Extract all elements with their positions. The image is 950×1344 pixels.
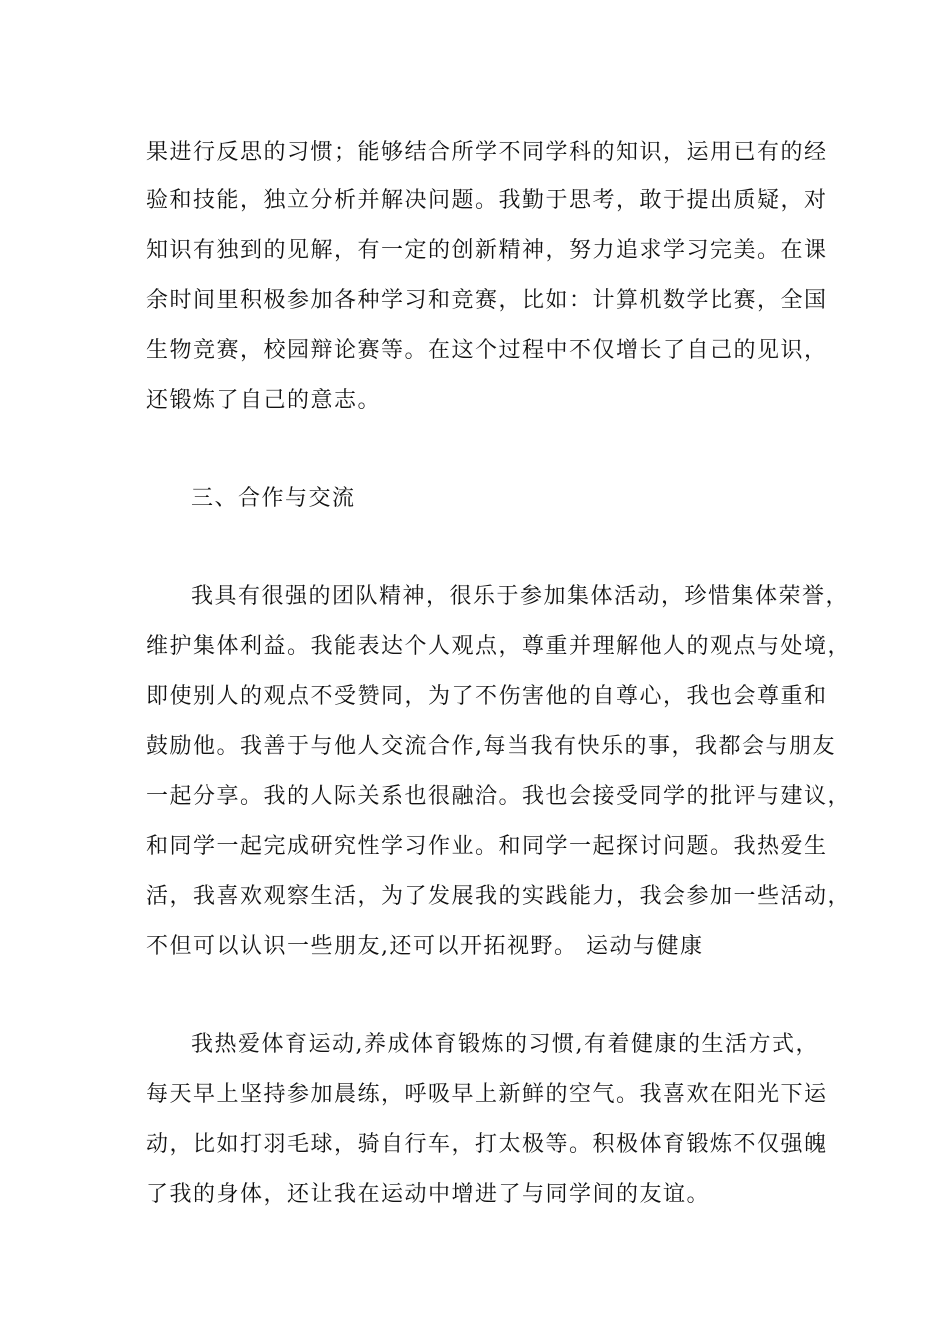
paragraph-2-line-5: 一起分享。我的人际关系也很融洽。我也会接受同学的批评与建议， bbox=[146, 784, 852, 809]
paragraph-1-line-6: 还锻炼了自己的意志。 bbox=[146, 388, 382, 413]
paragraph-2-line-4: 鼓励他。我善于与他人交流合作,每当我有快乐的事，我都会与朋友 bbox=[146, 734, 836, 759]
paragraph-2-line-1: 我具有很强的团队精神，很乐于参加集体活动，珍惜集体荣誉， bbox=[191, 584, 850, 609]
paragraph-1-line-2: 验和技能，独立分析并解决问题。我勤于思考，敢于提出质疑，对 bbox=[146, 188, 828, 213]
paragraph-1-line-5: 生物竞赛，校园辩论赛等。在这个过程中不仅增长了自己的见识， bbox=[146, 338, 828, 363]
paragraph-3-line-4: 了我的身体，还让我在运动中增进了与同学间的友谊。 bbox=[146, 1182, 711, 1207]
section-heading: 三、合作与交流 bbox=[191, 486, 356, 511]
paragraph-1-line-3: 知识有独到的见解，有一定的创新精神，努力追求学习完美。在课 bbox=[146, 238, 828, 263]
paragraph-3-line-3: 动，比如打羽毛球，骑自行车，打太极等。积极体育锻炼不仅强魄 bbox=[146, 1132, 828, 1157]
paragraph-3-line-2: 每天早上坚持参加晨练，呼吸早上新鲜的空气。我喜欢在阳光下运 bbox=[146, 1082, 828, 1107]
paragraph-2-line-6: 和同学一起完成研究性学习作业。和同学一起探讨问题。我热爱生 bbox=[146, 834, 828, 859]
paragraph-3-line-1: 我热爱体育运动,养成体育锻炼的习惯,有着健康的生活方式， bbox=[191, 1032, 819, 1057]
paragraph-1-line-1: 果进行反思的习惯；能够结合所学不同学科的知识，运用已有的经 bbox=[146, 140, 828, 165]
paragraph-2-line-7: 活，我喜欢观察生活，为了发展我的实践能力，我会参加一些活动， bbox=[146, 884, 852, 909]
paragraph-1-line-4: 余时间里积极参加各种学习和竞赛，比如：计算机数学比赛，全国 bbox=[146, 288, 828, 313]
paragraph-2-line-2: 维护集体利益。我能表达个人观点，尊重并理解他人的观点与处境， bbox=[146, 634, 852, 659]
paragraph-2-line-8: 不但可以认识一些朋友,还可以开拓视野。 运动与健康 bbox=[146, 934, 704, 959]
paragraph-2-line-3: 即使别人的观点不受赞同，为了不伤害他的自尊心，我也会尊重和 bbox=[146, 684, 828, 709]
